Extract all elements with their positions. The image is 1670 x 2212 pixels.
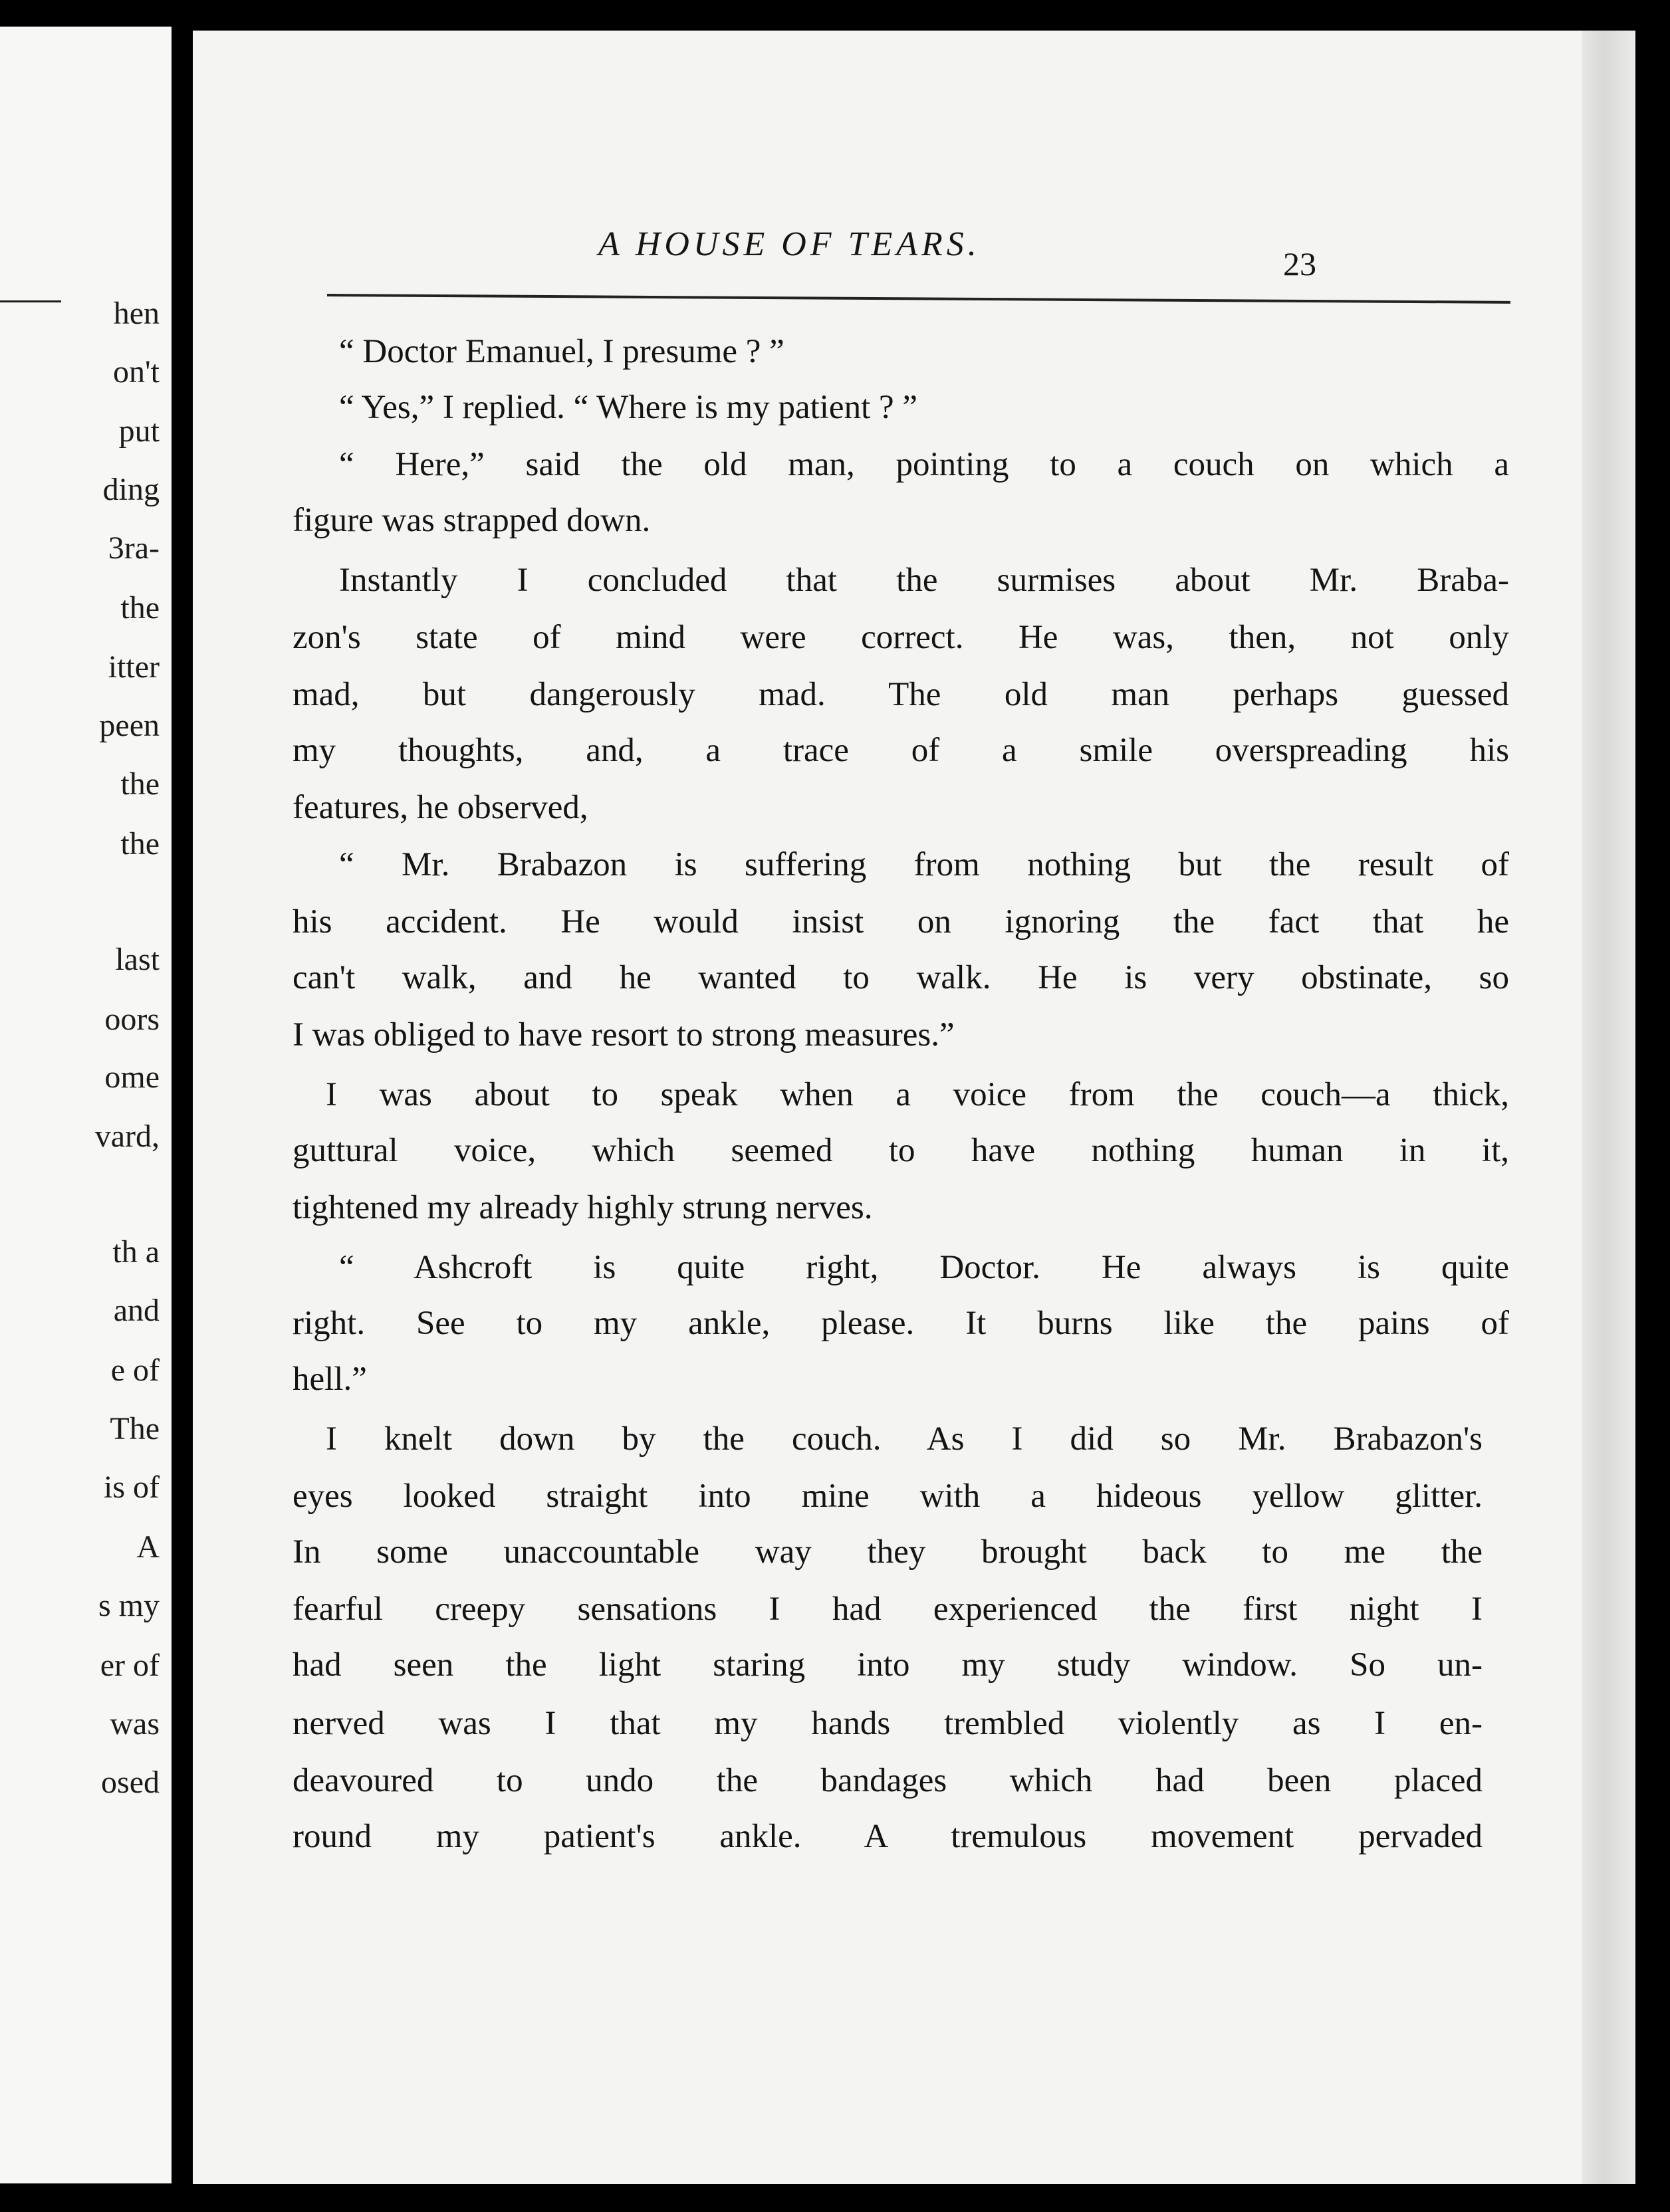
previous-page-line: A [136,1529,160,1565]
text-line: his accident. He would insist on ignoring the fact that he [293,903,1509,940]
text-line: fearful creepy sensations I had experienced the first night I [293,1591,1483,1628]
previous-page-line: th a [112,1234,160,1270]
previous-page-line: osed [101,1765,160,1800]
text-line: Instantly I concluded that the surmises about Mr. Braba- [339,562,1509,599]
previous-page-line: e of [110,1353,160,1388]
text-line: “ Here,” said the old man, pointing to a couch on which a [339,446,1509,483]
previous-page-line: put [118,413,160,449]
previous-page-rule [0,300,61,302]
text-line: I was obliged to have resort to strong measures.” [293,1016,955,1053]
previous-page-line: peen [99,708,160,743]
previous-page-line: hen [113,296,160,331]
running-title: A HOUSE OF TEARS. [598,225,981,263]
text-line: right. See to my ankle, please. It burns like the pains of [293,1305,1509,1342]
previous-page-line: ding [102,472,160,507]
text-line: my thoughts, and, a trace of a smile overspreading his [293,732,1509,769]
text-line: hell.” [293,1361,367,1398]
previous-page-line: er of [100,1648,160,1683]
text-line: zon's state of mind were correct. He was, then, not only [293,619,1509,656]
page-edge-shadow [1582,31,1635,2184]
previous-page-line: the [120,826,160,861]
text-line: figure was strapped down. [293,502,651,539]
book-page [193,31,1635,2184]
text-line: round my patient's ankle. A tremulous movement pervaded [293,1818,1483,1855]
text-line: “ Ashcroft is quite right, Doctor. He always is quite [339,1249,1509,1286]
previous-page-line: 3ra- [108,530,160,566]
text-line: “ Doctor Emanuel, I presume ? ” [339,333,784,370]
header-rule [327,294,1510,304]
previous-page-line: oors [104,1002,160,1037]
previous-page-line: and [113,1293,160,1328]
text-line: had seen the light staring into my study window. So un- [293,1646,1483,1684]
text-line: I was about to speak when a voice from the couch—a thick, [326,1076,1509,1113]
previous-page-line: The [110,1411,160,1446]
text-line: eyes looked straight into mine with a hideous yellow glitter. [293,1478,1483,1515]
page-number: 23 [1283,245,1316,282]
previous-page-line: the [120,766,160,802]
previous-page-line: is of [104,1470,160,1505]
previous-page-line: last [115,942,160,977]
previous-page-line: itter [108,649,160,685]
text-line: mad, but dangerously mad. The old man perhaps guessed [293,676,1509,713]
text-line: can't walk, and he wanted to walk. He is very obstinate, so [293,959,1509,996]
text-line: tightened my already highly strung nerves. [293,1189,873,1226]
text-line: I knelt down by the couch. As I did so Mr. Brabazon's [326,1420,1483,1458]
text-line: nerved was I that my hands trembled violently as I en- [293,1705,1483,1742]
text-line: deavoured to undo the bandages which had been placed [293,1762,1483,1799]
previous-page-line: s my [98,1588,160,1623]
text-line: features, he observed, [293,789,588,826]
text-line: “ Mr. Brabazon is suffering from nothing but the result of [339,846,1509,883]
previous-page-line: the [120,590,160,625]
text-line: In some unaccountable way they brought back to me the [293,1533,1483,1571]
text-line: guttural voice, which seemed to have nothing human in it, [293,1132,1509,1169]
text-line: “ Yes,” I replied. “ Where is my patient ? ” [339,389,918,426]
previous-page-line: on't [113,354,160,389]
previous-page-fragment [0,27,172,2183]
previous-page-line: ome [104,1059,160,1095]
previous-page-line: was [110,1706,160,1741]
previous-page-line: vard, [94,1119,160,1154]
